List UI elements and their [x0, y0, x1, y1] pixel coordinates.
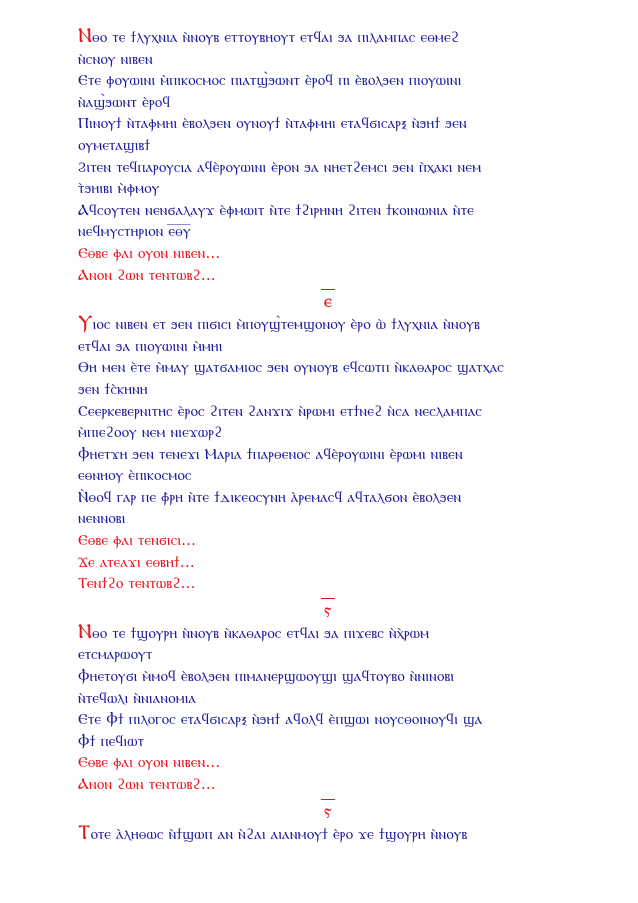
line-text: ⲛ̀ⲧⲉϥⲱⲗⲓ ⲛ̀ⲛⲓⲁⲛⲟⲙⲓⲁ [78, 688, 197, 707]
line-text: ⲟⲩⲙⲉⲧⲁϣⲓⲃϯ [78, 135, 151, 154]
line-text: Ⲁⲛⲟⲛ ϩⲱⲛ ⲧⲉⲛⲧⲱⲃϩ... [78, 265, 216, 284]
refrain-line [78, 265, 578, 287]
line-text: ϧⲉⲛ ϯⲥ̀ⲕⲏⲛⲏ [78, 379, 148, 398]
verse-line [78, 157, 578, 179]
line-text: Ⲉⲑⲃⲉ ⲫⲁⲓ ⲧⲉⲛϭⲓⲥⲓ... [78, 531, 197, 550]
line-text: ⲉⲧϥⲁⲓ ϧⲁ ⲡⲓⲟⲩⲱⲓⲛⲓ ⲙ̀ⲙⲏⲓ [78, 336, 223, 355]
line-text: Ⲫⲏⲉⲧϫⲏ ϧⲉⲛ ⲧⲉⲛⲉϫⲓ Ⲙⲁⲣⲓⲁ ϯⲡⲁⲣⲑⲉⲛⲟⲥ ⲁϥⲉ̀ⲣⲟⲩⲱⲓⲛⲓ ⲉ̀ⲣⲱⲙⲓ ⲛⲓⲃⲉⲛ [78, 444, 463, 463]
line-text: ⲓⲟⲥ ⲛⲓⲃⲉⲛ ⲉⲧ ϧⲉⲛ ⲡⲓϭⲓⲥⲓ ⲙ̀ⲡⲟⲩϣ̀ⲧⲉⲙϣⲟⲛⲟⲩ ⲉ̀ⲣⲟ ⲱ̀ ϯⲗⲩⲭⲛⲓⲁ ⲛ̀ⲛⲟⲩⲃ [92, 315, 480, 334]
refrain-line [78, 573, 578, 595]
stanza [78, 823, 578, 846]
line-text: ⲟⲧⲉ ⲁ̀ⲗⲏⲑⲱⲥ ⲛ̀ϯϣⲱⲡ ⲁⲛ ⲛ̀ϩⲁⲓ ⲁⲓⲁⲛⲙⲟⲩϯ ⲉ̀ⲣⲟ ϫⲉ ϯϣⲟⲩⲣⲏ ⲛ̀ⲛⲟⲩⲃ [90, 824, 468, 843]
verse-line [78, 688, 578, 710]
initial-capital: Ⲧ [78, 822, 91, 844]
line-text: Ⲁⲛⲟⲛ ϩⲱⲛ ⲧⲉⲛⲧⲱⲃϩ... [78, 775, 216, 793]
verse-line [78, 357, 578, 379]
stanza [78, 622, 578, 796]
line-text: Ⲉⲑⲃⲉ ⲫⲁⲓ ⲟⲩⲟⲛ ⲛⲓⲃⲉⲛ... [78, 243, 221, 262]
refrain-line [78, 530, 578, 552]
line-text: Ⲧⲉⲛϯϩⲟ ⲧⲉⲛⲧⲱⲃϩ... [78, 574, 196, 593]
line-text: ⲛ̀ⲁϣ̀ϧⲱⲛⲧ ⲉ̀ⲣⲟϥ [78, 92, 171, 111]
line-text: Ⲉⲧⲉ ⲫⲟⲩⲱⲓⲛⲓ ⲙ̀ⲡⲓⲕⲟⲥⲙⲟⲥ ⲡⲓⲁⲧϣ̀ϧⲱⲛⲧ ⲉ̀ⲣⲟϥ ⲡⲓ ⲉ̀ⲃⲟⲗϧⲉⲛ ⲡⲓⲟⲩⲱⲓⲛⲓ [78, 71, 462, 90]
verse-line [78, 731, 578, 753]
line-text: ⲑⲟ ⲧⲉ ϯϣⲟⲩⲣⲏ ⲛ̀ⲛⲟⲩⲃ ⲛ̀ⲕⲁⲑⲁⲣⲟⲥ ⲉⲧϥⲁⲓ ϧⲁ ⲡⲓϫⲉⲃⲥ ⲛ̀ⲭ̀ⲣⲱⲙ [92, 623, 430, 642]
line-text: Ⲥⲉⲉⲣⲕⲉⲃⲉⲣⲛⲓⲧⲏⲥ ⲉ̀ⲣⲟⲥ ϩⲓⲧⲉⲛ ϩⲁⲛϫⲓϫ ⲛ̀ⲣⲱⲙⲓ ⲉⲧϯⲛⲉϩ ⲛ̀ⲥⲁ ⲛⲉⲥⲗⲁⲙⲡⲁⲥ [78, 401, 483, 420]
line-text: Ⲛ̀ⲑⲟϥ ⲅⲁⲣ ⲡⲉ ⲫ̀ⲣⲏ ⲛ̀ⲧⲉ ϯⲇⲓⲕⲉⲟⲥⲩⲛⲏ ⲁ̀ⲣⲉⲙⲁⲥϥ ⲁϥⲧⲁⲗϭⲟⲛ ⲉ̀ⲃⲟⲗϧⲉⲛ [78, 487, 462, 506]
verse-line [78, 644, 578, 666]
refrain-line [78, 774, 578, 796]
refrain-line [78, 552, 578, 574]
line-text: Ⲉⲧⲉ Ⲫϯ ⲡⲓⲗⲟⲅⲟⲥ ⲉⲧⲁϥϭⲓⲥⲁⲣⲝ ⲛ̀ϧⲏϯ ⲁϥⲟⲗϥ ⲉ̀ⲡϣⲱⲓ ⲛⲟⲩⲥⲑⲟⲓⲛⲟⲩϥⲓ ϣⲁ [78, 710, 483, 729]
verse-line [78, 221, 578, 243]
verse-line [78, 135, 578, 157]
verse-line [78, 709, 578, 731]
stanza [78, 313, 578, 595]
verse-line [78, 422, 578, 444]
verse-line [78, 92, 578, 114]
verse-line [78, 313, 578, 336]
line-text: Ⲫⲏⲉⲧⲟⲩϭⲓ ⲙ̀ⲙⲟϥ ⲉ̀ⲃⲟⲗϧⲉⲛ ⲡⲓⲙⲁⲛⲉⲣϣⲱⲟⲩϣⲓ ϣⲁϥⲧⲟⲩⲃⲟ ⲛ̀ⲛⲓⲛⲟⲃⲓ [78, 667, 455, 686]
line-text: Ⲁϥⲥⲟⲩⲧⲉⲛ ⲛⲉⲛϭⲁⲗⲁⲩϫ ⲉ̀ⲫⲙⲱⲓⲧ ⲛ̀ⲧⲉ ϯϩⲓⲣⲏⲛⲏ ϩⲓⲧⲉⲛ ϯⲕⲟⲓⲛⲱⲛⲓⲁ ⲛ̀ⲧⲉ [78, 200, 474, 219]
initial-capital: Ⲛ [78, 621, 93, 643]
stanza-numeral: ⲋ [324, 596, 332, 621]
verse-line [78, 622, 578, 645]
stanza-numeral: ⲉ [324, 287, 332, 312]
verse-line [78, 487, 578, 509]
line-text: ⲉⲑⲛⲏⲟⲩ ⲉ̀ⲡⲓⲕⲟⲥⲙⲟⲥ [78, 466, 192, 485]
verse-line [78, 508, 578, 530]
line-text: Ⲉⲑⲃⲉ ⲫⲁⲓ ⲟⲩⲟⲛ ⲛⲓⲃⲉⲛ... [78, 753, 221, 772]
verse-line [78, 401, 578, 423]
line-text: Ϩⲓⲧⲉⲛ ⲧⲉϥⲡⲁⲣⲟⲩⲥⲓⲁ ⲁϥⲉ̀ⲣⲟⲩⲱⲓⲛⲓ ⲉ̀ⲣⲟⲛ ϧⲁ ⲛⲏⲉⲧϩⲉⲙⲥⲓ ϧⲉⲛ ⲡ̀ⲭⲁⲕⲓ ⲛⲉⲙ [78, 157, 482, 176]
line-text: ⲛⲉⲛⲛⲟⲃⲓ [78, 509, 126, 528]
verse-line [78, 70, 578, 92]
line-text: ⲙ̀ⲡⲓⲉϩⲟⲟⲩ ⲛⲉⲙ ⲛⲓⲉϫⲱⲣϩ [78, 423, 223, 442]
verse-line [78, 379, 578, 401]
stanza-number [78, 797, 578, 822]
line-text: ⲛ̀ⲥⲛⲟⲩ ⲛⲓⲃⲉⲛ [78, 49, 153, 68]
line-text: Ⲑⲏ ⲙⲉⲛ ⲉ̀ⲧⲉ ⲙ̀ⲙⲁⲩ ϣⲁⲧϭⲁⲙⲓⲟⲥ ϧⲉⲛ ⲟⲩⲛⲟⲩⲃ ⲉϥⲥⲱⲧⲡ ⲛ̀ⲕⲁⲑⲁⲣⲟⲥ ϣⲁⲧⲭⲁⲥ [78, 358, 505, 377]
verse-line [78, 178, 578, 200]
initial-capital: Ⲛ [78, 26, 93, 47]
line-text: Ⲡⲓⲛⲟⲩϯ ⲛ̀ⲧⲁⲫⲙⲏⲓ ⲉ̀ⲃⲟⲗϧⲉⲛ ⲟⲩⲛⲟⲩϯ ⲛ̀ⲧⲁⲫⲙⲏⲓ ⲉⲧⲁϥϭⲓⲥⲁⲣⲝ ⲛ̀ϧⲏϯ ϧⲉⲛ [78, 114, 467, 133]
verse-line [78, 336, 578, 358]
verse-line [78, 823, 578, 846]
verse-line [78, 200, 578, 222]
verse-line [78, 444, 578, 466]
verse-line [78, 26, 578, 49]
verse-line [78, 465, 578, 487]
line-text: ⲛⲉϥⲙⲩⲥⲧⲏⲣⲓⲟⲛ ⲉ̅ⲑ̅ⲩ̅ [78, 222, 191, 241]
refrain-line [78, 752, 578, 774]
verse-line [78, 49, 578, 71]
verse-line [78, 666, 578, 688]
line-text: ⲧ̀ϧⲏⲓⲃⲓ ⲙ̀ⲫⲙⲟⲩ [78, 179, 160, 198]
line-text: ⲉⲧⲥⲙⲁⲣⲱⲟⲩⲧ [78, 645, 153, 664]
line-text: ⲑⲟ ⲧⲉ ϯⲗⲩⲭⲛⲓⲁ ⲛ̀ⲛⲟⲩⲃ ⲉⲧⲧⲟⲩⲃⲏⲟⲩⲧ ⲉⲧϥⲁⲓ ϧⲁ ⲡⲓⲗⲁⲙⲡⲁⲥ ⲉⲑⲙⲉϩ [92, 28, 460, 46]
initial-capital: Ⲩ [78, 313, 93, 335]
stanza-number [78, 287, 578, 312]
stanza-number [78, 596, 578, 621]
refrain-line [78, 243, 578, 265]
stanza-numeral: ⲋ [324, 797, 332, 822]
line-text: Ϫⲉ ⲁⲧⲉⲁϫⲓ ⲉⲑⲃⲏϯ... [78, 552, 195, 571]
verse-line [78, 113, 578, 135]
line-text: Ⲫϯ ⲡⲉϥⲓⲱⲧ [78, 731, 145, 750]
stanza [78, 26, 578, 286]
